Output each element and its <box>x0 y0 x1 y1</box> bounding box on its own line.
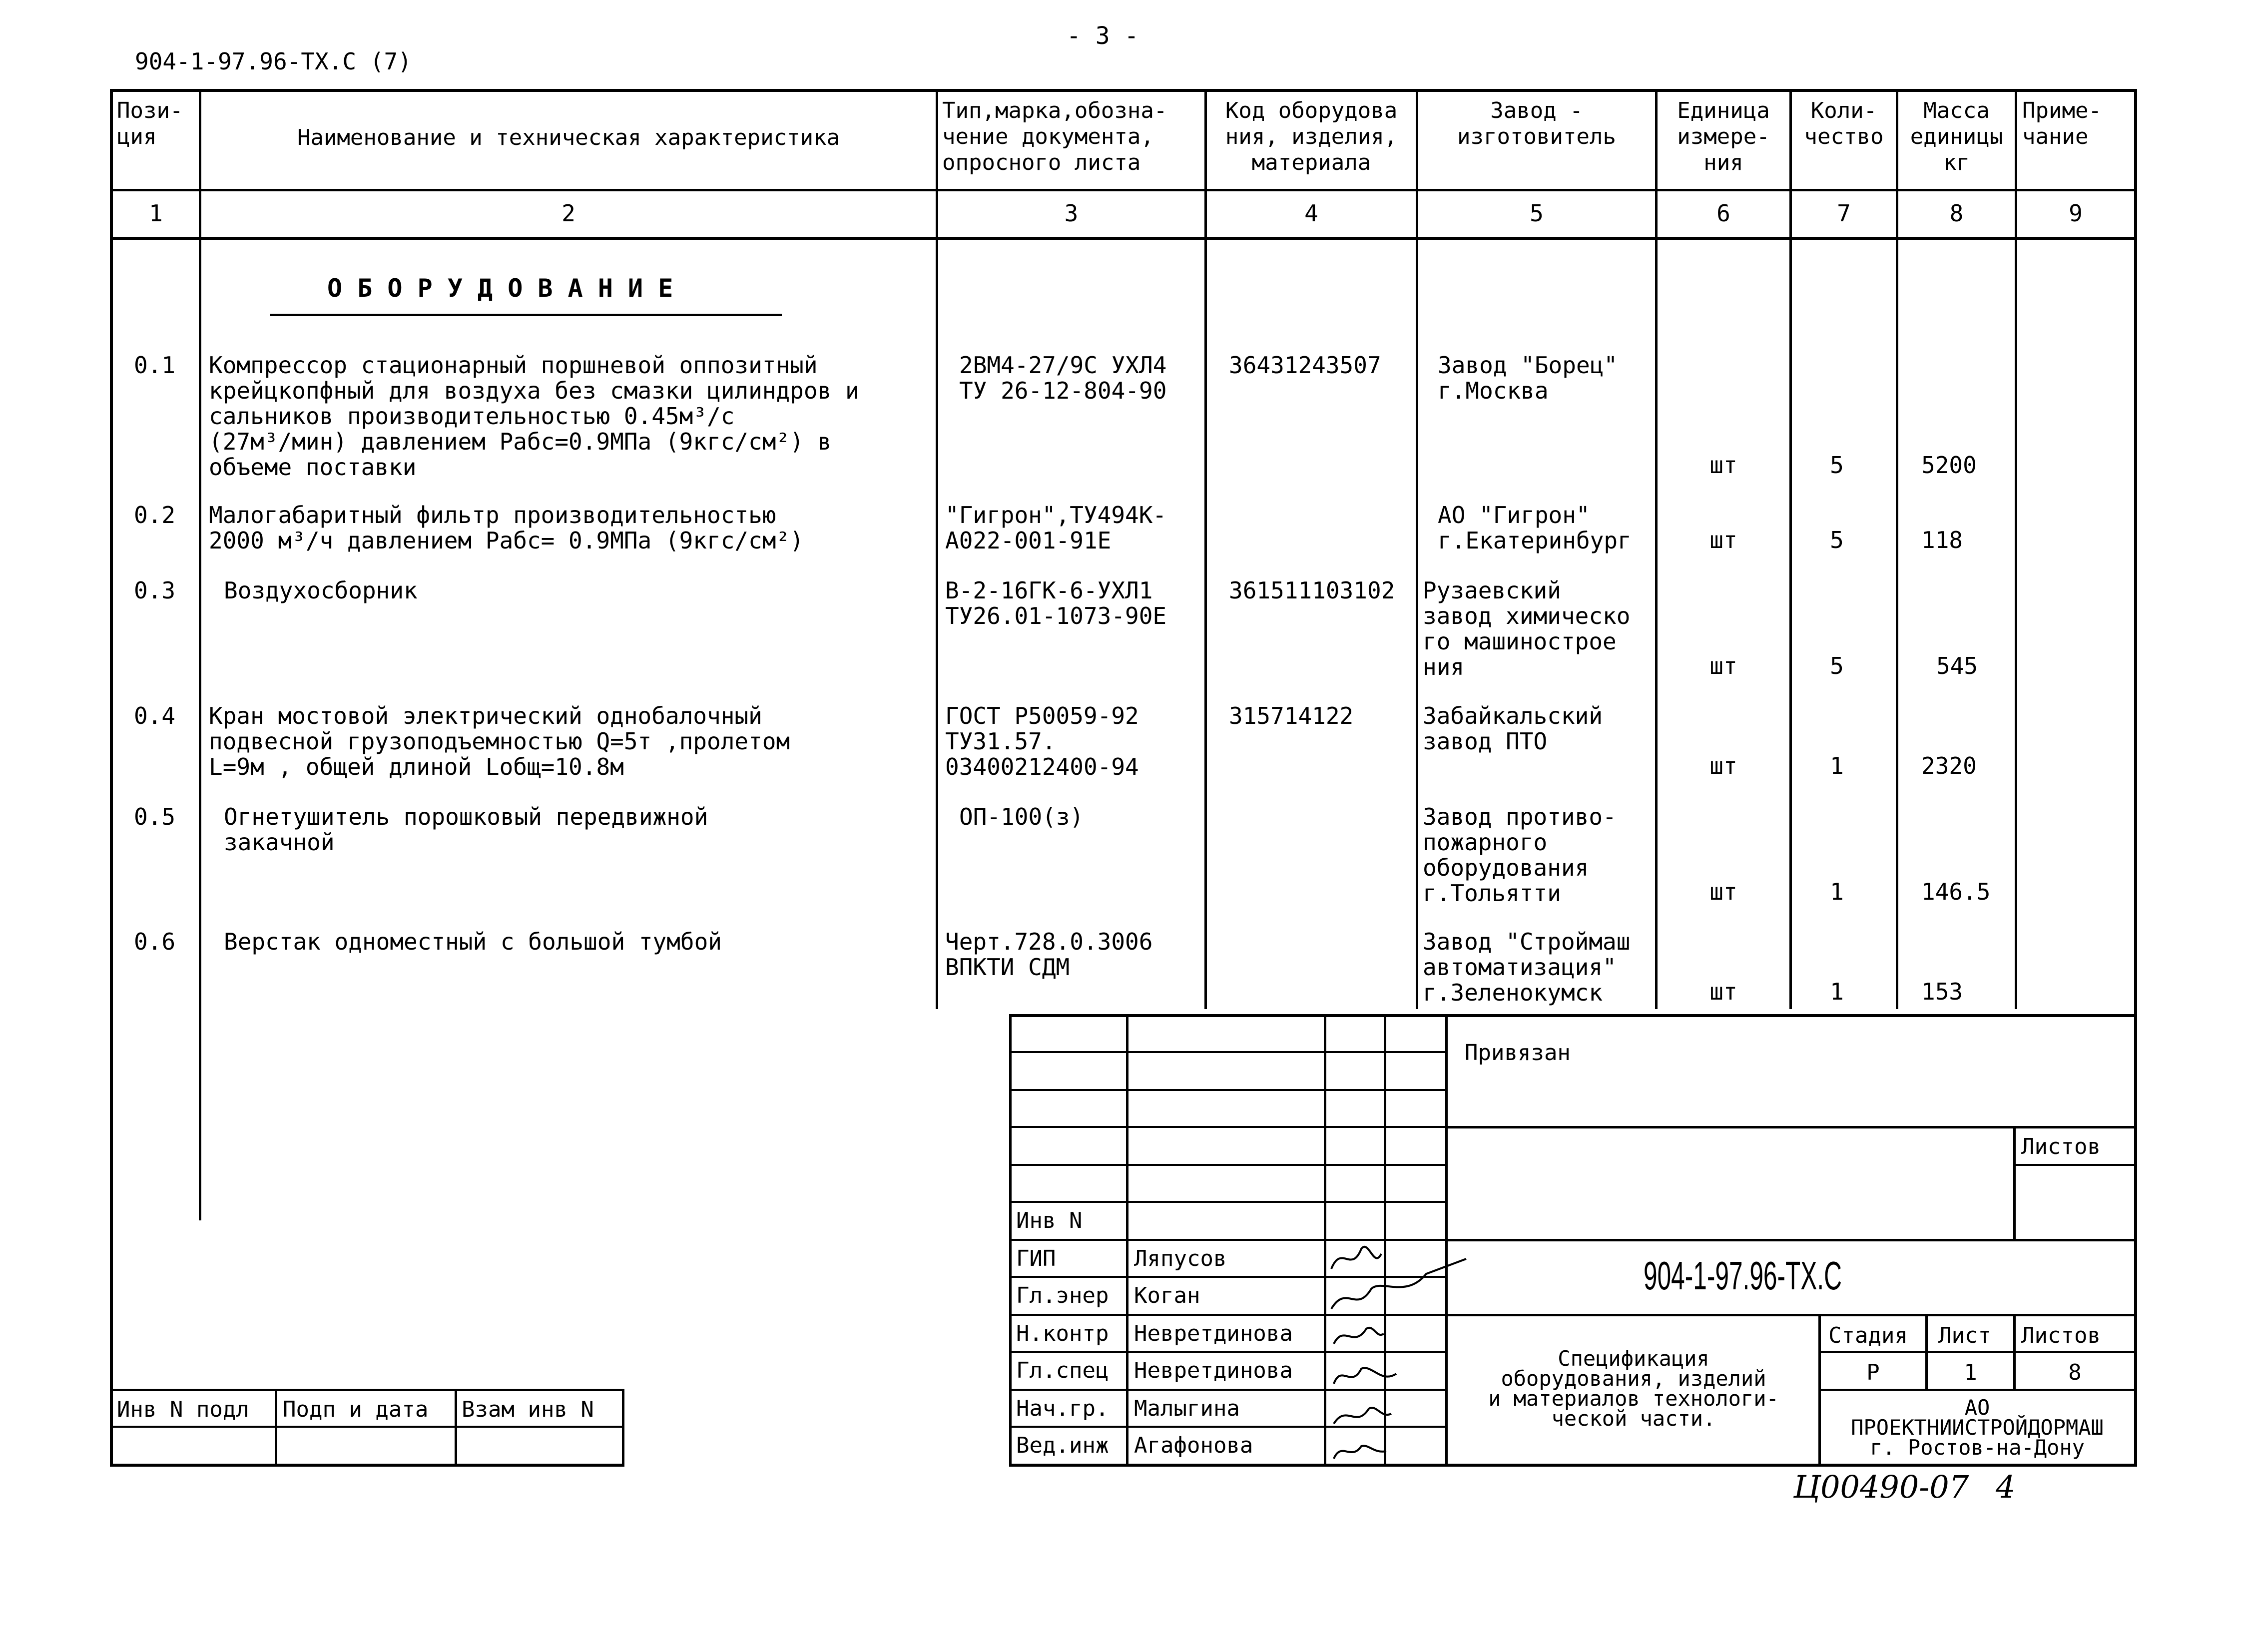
col-number: 8 <box>1949 200 1964 227</box>
row-unit: шт <box>1709 878 1737 905</box>
row-factory: Завод противо- пожарного оборудования г.Тольятти <box>1423 803 1617 907</box>
role-label: Нач.гр. <box>1016 1396 1109 1421</box>
role-label: ГИП <box>1016 1246 1056 1271</box>
row-quantity: 5 <box>1830 452 1844 479</box>
stage-value: Р <box>1866 1360 1880 1385</box>
row-type: Черт.728.0.3006 ВПКТИ СДМ <box>945 928 1153 981</box>
row-unit: шт <box>1709 652 1737 679</box>
section-underline <box>270 314 782 316</box>
privyazan-label: Привязан <box>1465 1040 1571 1066</box>
row-position: 0.6 <box>134 928 176 955</box>
header-position: Пози- ция <box>117 98 183 149</box>
row-name: Верстак одноместный с большой тумбой <box>224 928 722 955</box>
row-quantity: 1 <box>1830 978 1844 1005</box>
row-code: 36431243507 <box>1229 352 1381 379</box>
row-factory: Завод "Строймаш автоматизация" г.Зеленокумск <box>1423 928 1631 1006</box>
sheet-value: 1 <box>1964 1360 1977 1385</box>
row-quantity: 1 <box>1830 752 1844 779</box>
role-name: Невретдинова <box>1134 1358 1293 1383</box>
row-factory: Забайкальский завод ПТО <box>1423 702 1603 755</box>
handwritten-page-number: 4 <box>1996 1469 2016 1505</box>
header-mass: Масса единицы кг <box>1910 98 2003 175</box>
stamp-label: Инв N подл <box>117 1397 249 1422</box>
row-name: Огнетушитель порошковый передвижной закачной <box>224 803 708 856</box>
section-title: О Б О Р У Д О В А Н И Е <box>327 274 673 303</box>
stage-label: Стадия <box>1828 1323 1908 1348</box>
row-type: В-2-16ГК-6-УХЛ1 ТУ26.01-1073-90Е <box>945 577 1167 629</box>
inv-n-label: Инв N <box>1016 1208 1083 1233</box>
sheets-label: Листов <box>2021 1323 2101 1348</box>
role-label: Гл.энер <box>1016 1283 1109 1308</box>
row-type: ГОСТ Р50059-92 ТУ31.57. 03400212400-94 <box>945 702 1139 780</box>
row-name: Компрессор стационарный поршневой оппозитный крейцкопфный для воздуха без смазки цилиндров и сальников производительностью 0.45м³/с (27м³/мин) давлением Рабс=0.9МПа (9кгс/см²) в объеме поставки <box>209 352 859 481</box>
header-factory: Завод - изготовитель <box>1457 98 1616 149</box>
row-code: 315714122 <box>1229 702 1354 729</box>
document-code-top: 904-1-97.96-ТХ.С (7) <box>135 48 412 75</box>
col-number: 4 <box>1304 200 1318 227</box>
row-mass: 118 <box>1921 527 1963 553</box>
stamp-label: Подп и дата <box>283 1397 429 1422</box>
row-type: ОП-100(з) <box>959 803 1084 830</box>
role-name: Невретдинова <box>1134 1321 1293 1346</box>
row-mass: 146.5 <box>1921 878 1991 905</box>
col-number: 2 <box>561 200 575 227</box>
col-number: 1 <box>149 200 163 227</box>
col-number: 3 <box>1064 200 1079 227</box>
col-number: 9 <box>2069 200 2083 227</box>
row-unit: шт <box>1709 527 1737 553</box>
row-quantity: 5 <box>1830 652 1844 679</box>
row-unit: шт <box>1709 452 1737 479</box>
row-unit: шт <box>1709 752 1737 779</box>
row-mass: 5200 <box>1921 452 1977 479</box>
col-number: 7 <box>1837 200 1851 227</box>
row-name: Воздухосборник <box>224 577 418 604</box>
sheet-label: Лист <box>1938 1323 1991 1348</box>
row-mass: 153 <box>1921 978 1963 1005</box>
row-position: 0.1 <box>134 352 176 379</box>
header-type: Тип,марка,обозна- чение документа, опросного листа <box>942 98 1167 175</box>
row-position: 0.5 <box>134 803 176 830</box>
sheets-value: 8 <box>2068 1360 2082 1385</box>
header-unit: Единица измере- ния <box>1677 98 1770 175</box>
row-position: 0.2 <box>134 502 176 529</box>
role-name: Малыгина <box>1134 1396 1240 1421</box>
role-name: Ляпусов <box>1134 1246 1227 1271</box>
row-factory: Рузаевский завод химическо го машинострое ния <box>1423 577 1631 680</box>
row-factory: Завод "Борец" г.Москва <box>1438 352 1618 404</box>
role-name: Коган <box>1134 1283 1200 1308</box>
page-number: - 3 - <box>1067 22 1139 50</box>
header-code: Код оборудова ния, изделия, материала <box>1225 98 1398 175</box>
header-note: Приме- чание <box>2022 98 2102 149</box>
document-code: 904-1-97.96-ТХ.С <box>1644 1253 1842 1298</box>
stamp-label: Взам инв N <box>462 1397 594 1422</box>
role-label: Н.контр <box>1016 1321 1109 1346</box>
row-quantity: 1 <box>1830 878 1844 905</box>
header-quantity: Коли- чество <box>1804 98 1884 149</box>
col-number: 5 <box>1530 200 1544 227</box>
row-position: 0.3 <box>134 577 176 604</box>
row-position: 0.4 <box>134 702 176 729</box>
row-mass: 2320 <box>1921 752 1977 779</box>
document-title: Спецификация оборудования, изделий и материалов технологи- ческой части. <box>1488 1346 1779 1431</box>
organization: АО ПРОЕКТНИИСТРОЙДОРМАШ г. Ростов-на-Дону <box>1851 1395 2104 1460</box>
header-name: Наименование и техническая характеристика <box>297 125 840 150</box>
role-label: Гл.спец <box>1016 1358 1109 1383</box>
col-number: 6 <box>1716 200 1730 227</box>
row-unit: шт <box>1709 978 1737 1005</box>
row-type: 2ВМ4-27/9С УХЛ4 ТУ 26-12-804-90 <box>959 352 1167 404</box>
row-name: Кран мостовой электрический однобалочный подвесной грузоподъемностью Q=5т ,пролетом L=9м , общей длиной Lобщ=10.8м <box>209 702 790 780</box>
row-factory: АО "Гигрон" г.Екатеринбург <box>1438 502 1632 554</box>
row-code: 361511103102 <box>1229 577 1395 604</box>
row-quantity: 5 <box>1830 527 1844 553</box>
row-type: "Гигрон",ТУ494К- А022-001-91Е <box>945 502 1167 554</box>
row-mass: 545 <box>1936 652 1978 679</box>
row-name: Малогабаритный фильтр производительностью 2000 м³/ч давлением Рабс= 0.9МПа (9кгс/см²) <box>209 502 804 554</box>
listov-label-top: Листов <box>2021 1134 2101 1159</box>
handwritten-archive-number: Ц00490-07 <box>1793 1469 1969 1505</box>
role-label: Вед.инж <box>1016 1433 1109 1458</box>
role-name: Агафонова <box>1134 1433 1253 1458</box>
